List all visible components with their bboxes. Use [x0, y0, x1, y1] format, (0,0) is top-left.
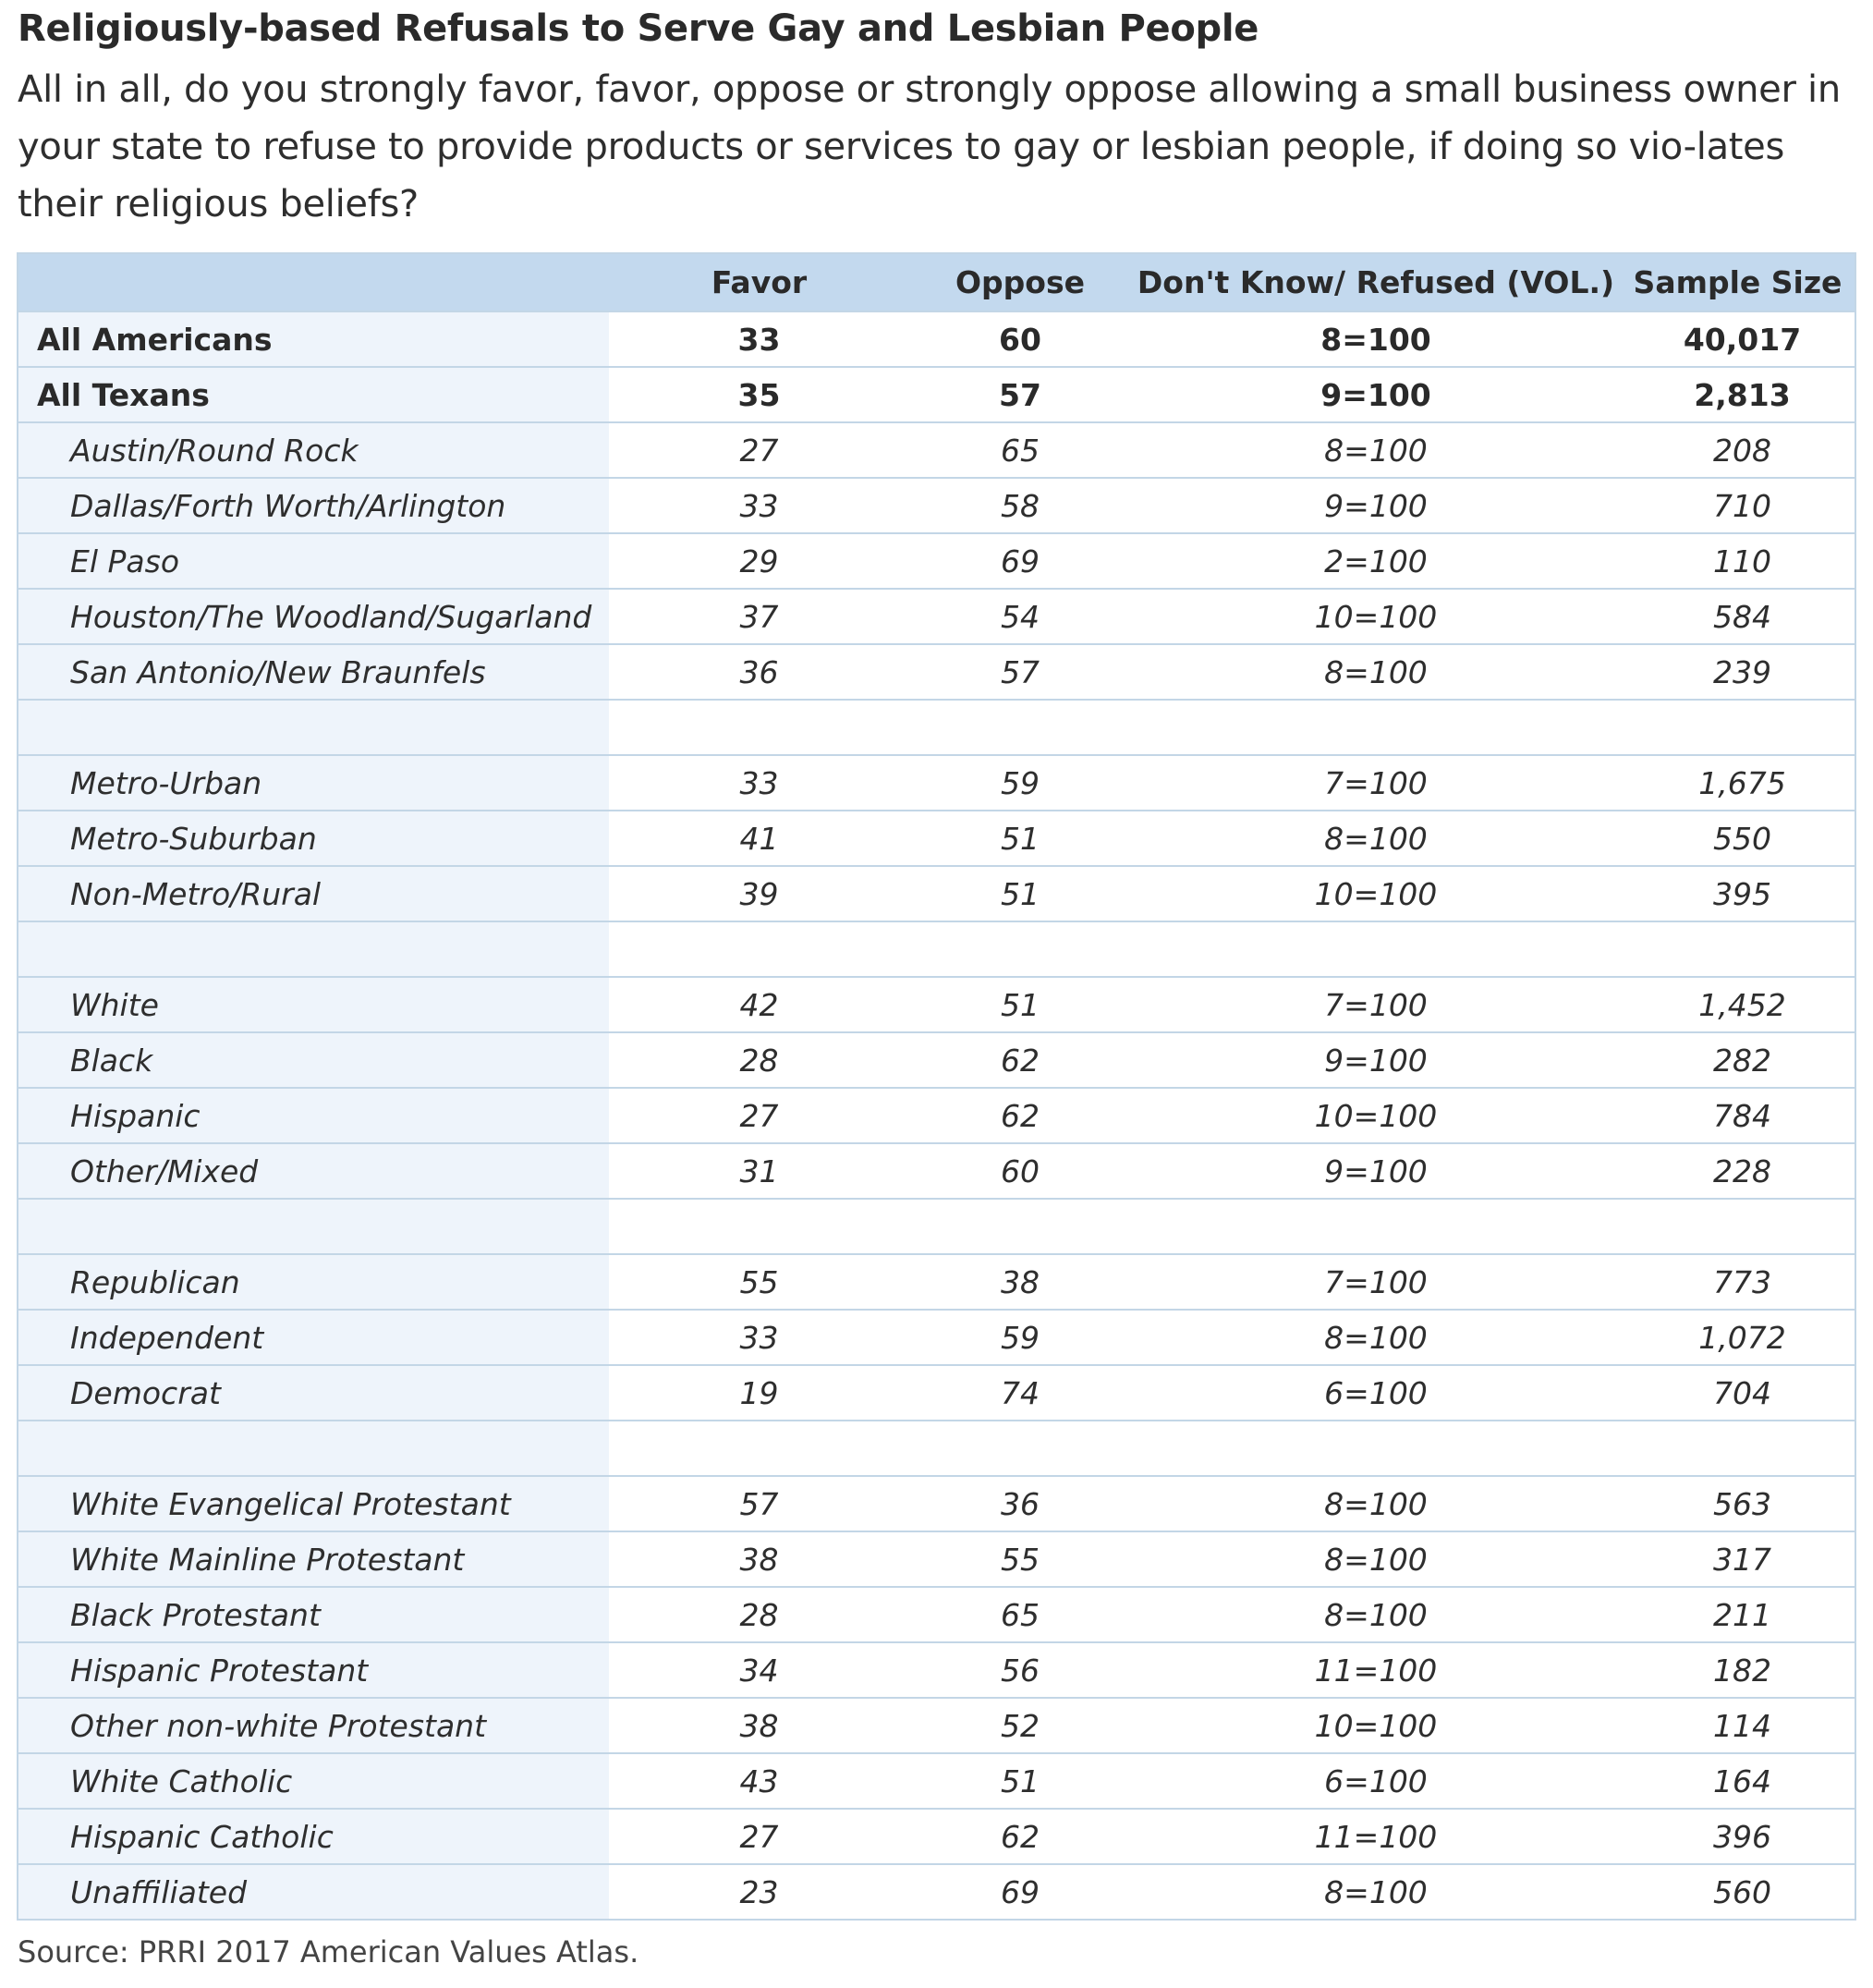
oppose-cell: 51 — [909, 977, 1131, 1032]
favor-cell: 41 — [609, 811, 909, 866]
sample-size-cell — [1621, 1421, 1855, 1476]
oppose-cell: 62 — [909, 1032, 1131, 1088]
oppose-cell: 52 — [909, 1698, 1131, 1753]
favor-cell: 28 — [609, 1587, 909, 1642]
table-row — [18, 1143, 1855, 1199]
favor-cell: 27 — [609, 1809, 909, 1864]
source-note: Source: PRRI 2017 American Values Atlas. — [18, 1934, 639, 1970]
favor-cell — [609, 1199, 909, 1254]
row-label: Other/Mixed — [18, 1143, 609, 1199]
chart-subtitle: All in all, do you strongly favor, favor, oppose or strongly oppose allowing a small business owner in your state to refuse to provide products or services to gay or lesbian people, if doing so vio-lates their religious beliefs? — [18, 68, 1841, 226]
table-row — [18, 1032, 1855, 1088]
dont-know-cell: 7=100 — [1131, 755, 1621, 811]
sample-size-cell: 395 — [1621, 866, 1855, 921]
sample-size-cell: 710 — [1621, 478, 1855, 533]
sample-size-cell: 1,452 — [1621, 977, 1855, 1032]
oppose-cell: 38 — [909, 1254, 1131, 1310]
sample-size-cell: 164 — [1621, 1753, 1855, 1809]
data-table — [17, 252, 1856, 1921]
sample-size-cell: 182 — [1621, 1642, 1855, 1698]
dont-know-cell: 11=100 — [1131, 1809, 1621, 1864]
favor-cell: 28 — [609, 1032, 909, 1088]
table-row — [18, 977, 1855, 1032]
sample-size-cell: 110 — [1621, 533, 1855, 589]
sample-size-cell: 211 — [1621, 1587, 1855, 1642]
oppose-cell: 51 — [909, 1753, 1131, 1809]
row-label: Hispanic — [18, 1088, 609, 1143]
spacer-row — [18, 921, 1855, 977]
favor-cell: 29 — [609, 533, 909, 589]
table-row — [18, 644, 1855, 700]
dont-know-cell: 8=100 — [1131, 311, 1621, 367]
favor-cell: 34 — [609, 1642, 909, 1698]
dont-know-cell: 8=100 — [1131, 1476, 1621, 1531]
dont-know-cell: 7=100 — [1131, 1254, 1621, 1310]
dont-know-cell: 8=100 — [1131, 811, 1621, 866]
oppose-cell: 51 — [909, 811, 1131, 866]
table-row — [18, 533, 1855, 589]
row-label: Hispanic Catholic — [18, 1809, 609, 1864]
column-header-dont-know: Don't Know/ Refused (VOL.) — [1131, 253, 1621, 311]
oppose-cell: 60 — [909, 1143, 1131, 1199]
dont-know-cell: 9=100 — [1131, 1032, 1621, 1088]
favor-cell: 42 — [609, 977, 909, 1032]
row-label — [18, 921, 609, 977]
dont-know-cell: 7=100 — [1131, 977, 1621, 1032]
table-row — [18, 422, 1855, 478]
row-label: Black — [18, 1032, 609, 1088]
sample-size-cell: 560 — [1621, 1864, 1855, 1920]
row-label: Democrat — [18, 1365, 609, 1421]
favor-cell: 33 — [609, 1310, 909, 1365]
sample-size-cell — [1621, 921, 1855, 977]
oppose-cell: 58 — [909, 478, 1131, 533]
table-row — [18, 1531, 1855, 1587]
dont-know-cell: 8=100 — [1131, 1310, 1621, 1365]
oppose-cell: 56 — [909, 1642, 1131, 1698]
favor-cell: 39 — [609, 866, 909, 921]
row-label: Houston/The Woodland/Sugarland — [18, 589, 609, 644]
favor-cell: 27 — [609, 422, 909, 478]
dont-know-cell — [1131, 1421, 1621, 1476]
row-label: White Catholic — [18, 1753, 609, 1809]
oppose-cell: 65 — [909, 1587, 1131, 1642]
favor-cell: 27 — [609, 1088, 909, 1143]
row-label: Non-Metro/Rural — [18, 866, 609, 921]
table-row — [18, 589, 1855, 644]
row-label: Hispanic Protestant — [18, 1642, 609, 1698]
table-row — [18, 478, 1855, 533]
dont-know-cell: 9=100 — [1131, 1143, 1621, 1199]
dont-know-cell: 2=100 — [1131, 533, 1621, 589]
sample-size-cell: 550 — [1621, 811, 1855, 866]
dont-know-cell: 9=100 — [1131, 367, 1621, 422]
spacer-row — [18, 700, 1855, 755]
column-header-favor: Favor — [609, 253, 909, 311]
dont-know-cell — [1131, 700, 1621, 755]
table-row — [18, 1310, 1855, 1365]
row-label: White Mainline Protestant — [18, 1531, 609, 1587]
sample-size-cell: 239 — [1621, 644, 1855, 700]
header-row — [18, 253, 1855, 311]
row-label — [18, 700, 609, 755]
oppose-cell — [909, 700, 1131, 755]
oppose-cell: 57 — [909, 644, 1131, 700]
favor-cell — [609, 700, 909, 755]
favor-cell: 31 — [609, 1143, 909, 1199]
oppose-cell: 69 — [909, 533, 1131, 589]
oppose-cell — [909, 921, 1131, 977]
dont-know-cell: 6=100 — [1131, 1365, 1621, 1421]
table-row — [18, 1753, 1855, 1809]
favor-cell: 36 — [609, 644, 909, 700]
row-label: White — [18, 977, 609, 1032]
table-row — [18, 1698, 1855, 1753]
table-row — [18, 1476, 1855, 1531]
table-row — [18, 866, 1855, 921]
row-label: All Americans — [18, 311, 609, 367]
row-label: Metro-Suburban — [18, 811, 609, 866]
favor-cell: 33 — [609, 478, 909, 533]
favor-cell — [609, 1421, 909, 1476]
sample-size-cell: 784 — [1621, 1088, 1855, 1143]
row-label: Dallas/Forth Worth/Arlington — [18, 478, 609, 533]
dont-know-cell: 9=100 — [1131, 478, 1621, 533]
spacer-row — [18, 1421, 1855, 1476]
oppose-cell: 65 — [909, 422, 1131, 478]
dont-know-cell — [1131, 1199, 1621, 1254]
row-label: Metro-Urban — [18, 755, 609, 811]
favor-cell: 38 — [609, 1531, 909, 1587]
oppose-cell: 59 — [909, 1310, 1131, 1365]
row-label: Unaffiliated — [18, 1864, 609, 1920]
sample-size-cell — [1621, 700, 1855, 755]
table-row — [18, 1809, 1855, 1864]
table-row — [18, 1587, 1855, 1642]
sample-size-cell: 208 — [1621, 422, 1855, 478]
favor-cell: 37 — [609, 589, 909, 644]
oppose-cell: 74 — [909, 1365, 1131, 1421]
table-row — [18, 1365, 1855, 1421]
table-row — [18, 811, 1855, 866]
dont-know-cell: 10=100 — [1131, 589, 1621, 644]
dont-know-cell: 8=100 — [1131, 422, 1621, 478]
table-row — [18, 367, 1855, 422]
row-label: Republican — [18, 1254, 609, 1310]
row-label: All Texans — [18, 367, 609, 422]
table-row — [18, 1642, 1855, 1698]
table-row — [18, 1254, 1855, 1310]
favor-cell: 35 — [609, 367, 909, 422]
sample-size-cell: 282 — [1621, 1032, 1855, 1088]
dont-know-cell: 10=100 — [1131, 866, 1621, 921]
oppose-cell: 69 — [909, 1864, 1131, 1920]
dont-know-cell: 11=100 — [1131, 1642, 1621, 1698]
sample-size-cell: 228 — [1621, 1143, 1855, 1199]
oppose-cell: 62 — [909, 1809, 1131, 1864]
favor-cell: 33 — [609, 311, 909, 367]
spacer-row — [18, 1199, 1855, 1254]
favor-cell: 33 — [609, 755, 909, 811]
table-body — [18, 311, 1855, 1920]
favor-cell: 19 — [609, 1365, 909, 1421]
oppose-cell: 59 — [909, 755, 1131, 811]
sample-size-cell: 317 — [1621, 1531, 1855, 1587]
favor-cell: 55 — [609, 1254, 909, 1310]
row-label: San Antonio/New Braunfels — [18, 644, 609, 700]
sample-size-cell: 1,675 — [1621, 755, 1855, 811]
table-row — [18, 311, 1855, 367]
table-row — [18, 1088, 1855, 1143]
favor-cell: 43 — [609, 1753, 909, 1809]
oppose-cell: 57 — [909, 367, 1131, 422]
sample-size-cell: 773 — [1621, 1254, 1855, 1310]
row-label: El Paso — [18, 533, 609, 589]
column-header-oppose: Oppose — [909, 253, 1131, 311]
row-label: Austin/Round Rock — [18, 422, 609, 478]
sample-size-cell: 563 — [1621, 1476, 1855, 1531]
row-label: Black Protestant — [18, 1587, 609, 1642]
favor-cell: 38 — [609, 1698, 909, 1753]
sample-size-cell: 114 — [1621, 1698, 1855, 1753]
favor-cell: 57 — [609, 1476, 909, 1531]
dont-know-cell: 8=100 — [1131, 1587, 1621, 1642]
sample-size-cell: 396 — [1621, 1809, 1855, 1864]
oppose-cell — [909, 1199, 1131, 1254]
row-label — [18, 1199, 609, 1254]
chart-title: Religiously-based Refusals to Serve Gay and Lesbian People — [18, 7, 1259, 50]
dont-know-cell: 6=100 — [1131, 1753, 1621, 1809]
row-label — [18, 1421, 609, 1476]
dont-know-cell: 8=100 — [1131, 644, 1621, 700]
oppose-cell: 51 — [909, 866, 1131, 921]
sample-size-cell — [1621, 1199, 1855, 1254]
sample-size-cell: 1,072 — [1621, 1310, 1855, 1365]
row-label: Other non-white Protestant — [18, 1698, 609, 1753]
favor-cell: 23 — [609, 1864, 909, 1920]
oppose-cell: 55 — [909, 1531, 1131, 1587]
oppose-cell: 62 — [909, 1088, 1131, 1143]
dont-know-cell: 10=100 — [1131, 1088, 1621, 1143]
table-row — [18, 755, 1855, 811]
row-label: Independent — [18, 1310, 609, 1365]
oppose-cell — [909, 1421, 1131, 1476]
row-label: White Evangelical Protestant — [18, 1476, 609, 1531]
dont-know-cell: 8=100 — [1131, 1531, 1621, 1587]
column-header-sample-size: Sample Size — [1621, 253, 1855, 311]
column-header-label — [18, 253, 609, 311]
favor-cell — [609, 921, 909, 977]
table-row — [18, 1864, 1855, 1920]
sample-size-cell: 704 — [1621, 1365, 1855, 1421]
dont-know-cell — [1131, 921, 1621, 977]
oppose-cell: 36 — [909, 1476, 1131, 1531]
sample-size-cell: 584 — [1621, 589, 1855, 644]
sample-size-cell: 2,813 — [1621, 367, 1855, 422]
sample-size-cell: 40,017 — [1621, 311, 1855, 367]
dont-know-cell: 10=100 — [1131, 1698, 1621, 1753]
oppose-cell: 54 — [909, 589, 1131, 644]
oppose-cell: 60 — [909, 311, 1131, 367]
dont-know-cell: 8=100 — [1131, 1864, 1621, 1920]
